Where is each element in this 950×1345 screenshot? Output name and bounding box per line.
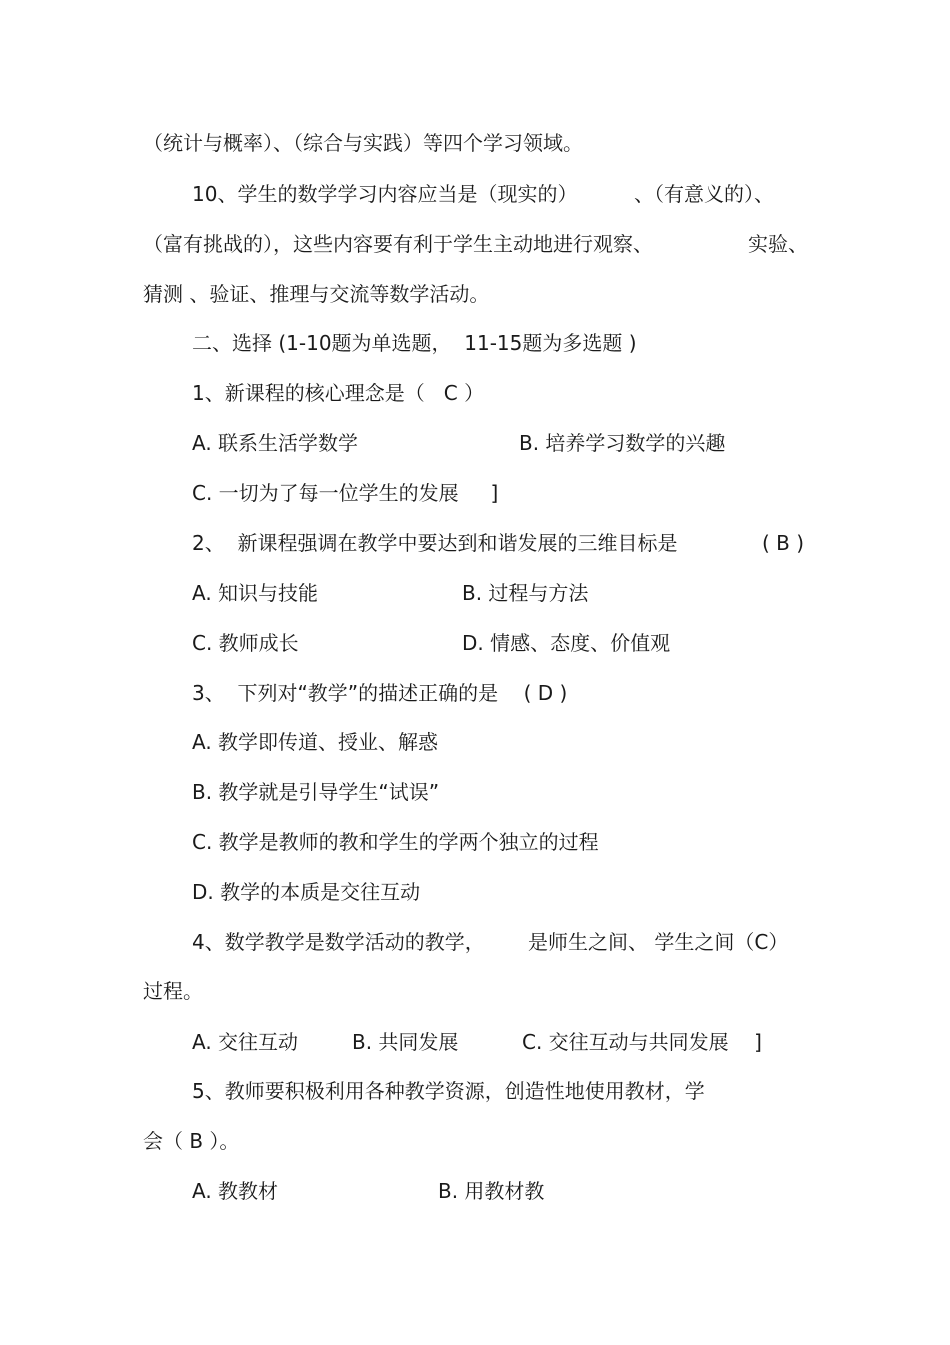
option-b: B. 共同发展 (352, 1030, 459, 1054)
option-a: A. 联系生活学数学 (192, 431, 359, 455)
question-10-cont: 、（有意义的）、 (634, 182, 774, 206)
question-4-cont: 是师生之间、 学生之间（C） (528, 930, 789, 954)
question-1: 1、新课程的核心理念是（ C ） (192, 381, 485, 405)
option-b: B. 教学就是引导学生“试误” (192, 780, 440, 804)
option-b: B. 过程与方法 (462, 581, 589, 605)
option-b: B. 用教材教 (438, 1179, 545, 1203)
section-heading: 二、选择 (1-10题为单选题， 11-15题为多选题 ) (192, 331, 637, 355)
text-line: 过程。 (143, 979, 203, 1003)
option-c: C. 教师成长 (192, 631, 299, 655)
option-a: A. 教学即传道、授业、解惑 (192, 730, 439, 754)
option-c: C. 一切为了每一位学生的发展 ] (192, 481, 499, 505)
text-line: 实验、 (748, 232, 808, 256)
text-line: 会（ B ）。 (143, 1129, 240, 1153)
question-10: 10、学生的数学学习内容应当是（现实的） (192, 182, 578, 206)
text-line: 猜测 、验证、推理与交流等数学活动。 (143, 282, 490, 306)
option-a: A. 知识与技能 (192, 581, 319, 605)
text-line: （统计与概率）、（综合与实践）等四个学习领域。 (143, 131, 583, 155)
option-a: A. 教教材 (192, 1179, 279, 1203)
option-d: D. 教学的本质是交往互动 (192, 880, 421, 904)
option-b: B. 培养学习数学的兴趣 (519, 431, 726, 455)
question-5: 5、教师要积极利用各种教学资源，创造性地使用教材，学 (192, 1079, 705, 1103)
option-c: C. 交往互动与共同发展 ] (522, 1030, 762, 1054)
answer-2: ( B ) (762, 531, 805, 555)
question-2: 2、 新课程强调在教学中要达到和谐发展的三维目标是 (192, 531, 678, 555)
question-3: 3、 下列对“教学”的描述正确的是 ( D ) (192, 681, 568, 705)
option-d: D. 情感、态度、价值观 (462, 631, 671, 655)
question-4: 4、数学教学是数学活动的教学， (192, 930, 485, 954)
option-c: C. 教学是教师的教和学生的学两个独立的过程 (192, 830, 599, 854)
text-line: （富有挑战的），这些内容要有利于学生主动地进行观察、 (143, 232, 653, 256)
option-a: A. 交往互动 (192, 1030, 299, 1054)
